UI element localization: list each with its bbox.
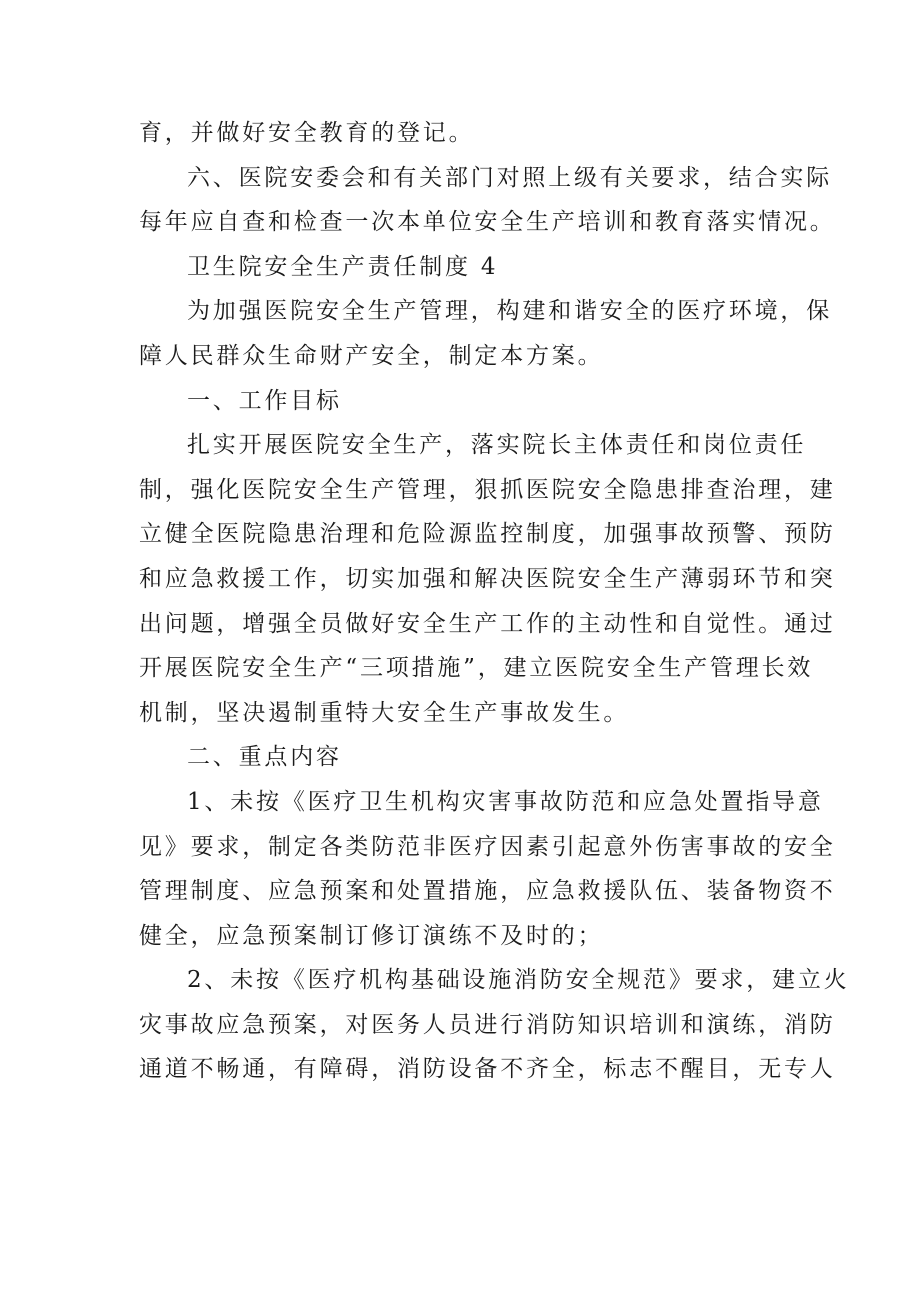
- document-body: [139, 111, 850, 1092]
- section-heading-key-content: 二、重点内容: [187, 744, 342, 771]
- paragraph-line: 见》要求，制定各类防范非医疗因素引起意外伤害事故的安全: [139, 833, 836, 860]
- paragraph-line: 扎实开展医院安全生产，落实院长主体责任和岗位责任: [187, 432, 807, 459]
- paragraph-line: 每年应自查和检查一次本单位安全生产培训和教育落实情况。: [139, 209, 836, 236]
- section-six-line: 六、医院安委会和有关部门对照上级有关要求，结合实际: [187, 164, 832, 191]
- paragraph-line: 开展医院安全生产“三项措施”，建立医院安全生产管理长效: [139, 655, 814, 682]
- document-title: 卫生院安全生产责任制度 4: [187, 253, 499, 280]
- list-item-1-line: 1、未按《医疗卫生机构灾害事故防范和应急处置指导意: [187, 788, 824, 815]
- paragraph-line: 健全，应急预案制订修订演练不及时的；: [139, 922, 604, 949]
- paragraph-line: 机制，坚决遏制重特大安全生产事故发生。: [139, 699, 630, 726]
- paragraph-line: 为加强医院安全生产管理，构建和谐安全的医疗环境，保: [187, 298, 832, 325]
- paragraph-line: 出问题，增强全员做好安全生产工作的主动性和自觉性。通过: [139, 610, 836, 637]
- paragraph-line: 灾事故应急预案，对医务人员进行消防知识培训和演练，消防: [139, 1011, 836, 1038]
- paragraph-line: 通道不畅通，有障碍，消防设备不齐全，标志不醒目，无专人: [139, 1056, 836, 1083]
- list-item-2-line: 2、未按《医疗机构基础设施消防安全规范》要求，建立火: [187, 967, 850, 994]
- paragraph-line: 障人民群众生命财产安全，制定本方案。: [139, 342, 604, 369]
- paragraph-line: 管理制度、应急预案和处置措施，应急救援队伍、装备物资不: [139, 878, 836, 905]
- paragraph-line: 育，并做好安全教育的登记。: [139, 120, 475, 146]
- paragraph-line: 制，强化医院安全生产管理，狠抓医院安全隐患排查治理，建: [139, 476, 836, 503]
- paragraph-line: 立健全医院隐患治理和危险源监控制度，加强事故预警、预防: [139, 521, 836, 548]
- paragraph-line: 和应急救援工作，切实加强和解决医院安全生产薄弱环节和突: [139, 565, 836, 592]
- section-heading-goals: 一、工作目标: [187, 387, 342, 414]
